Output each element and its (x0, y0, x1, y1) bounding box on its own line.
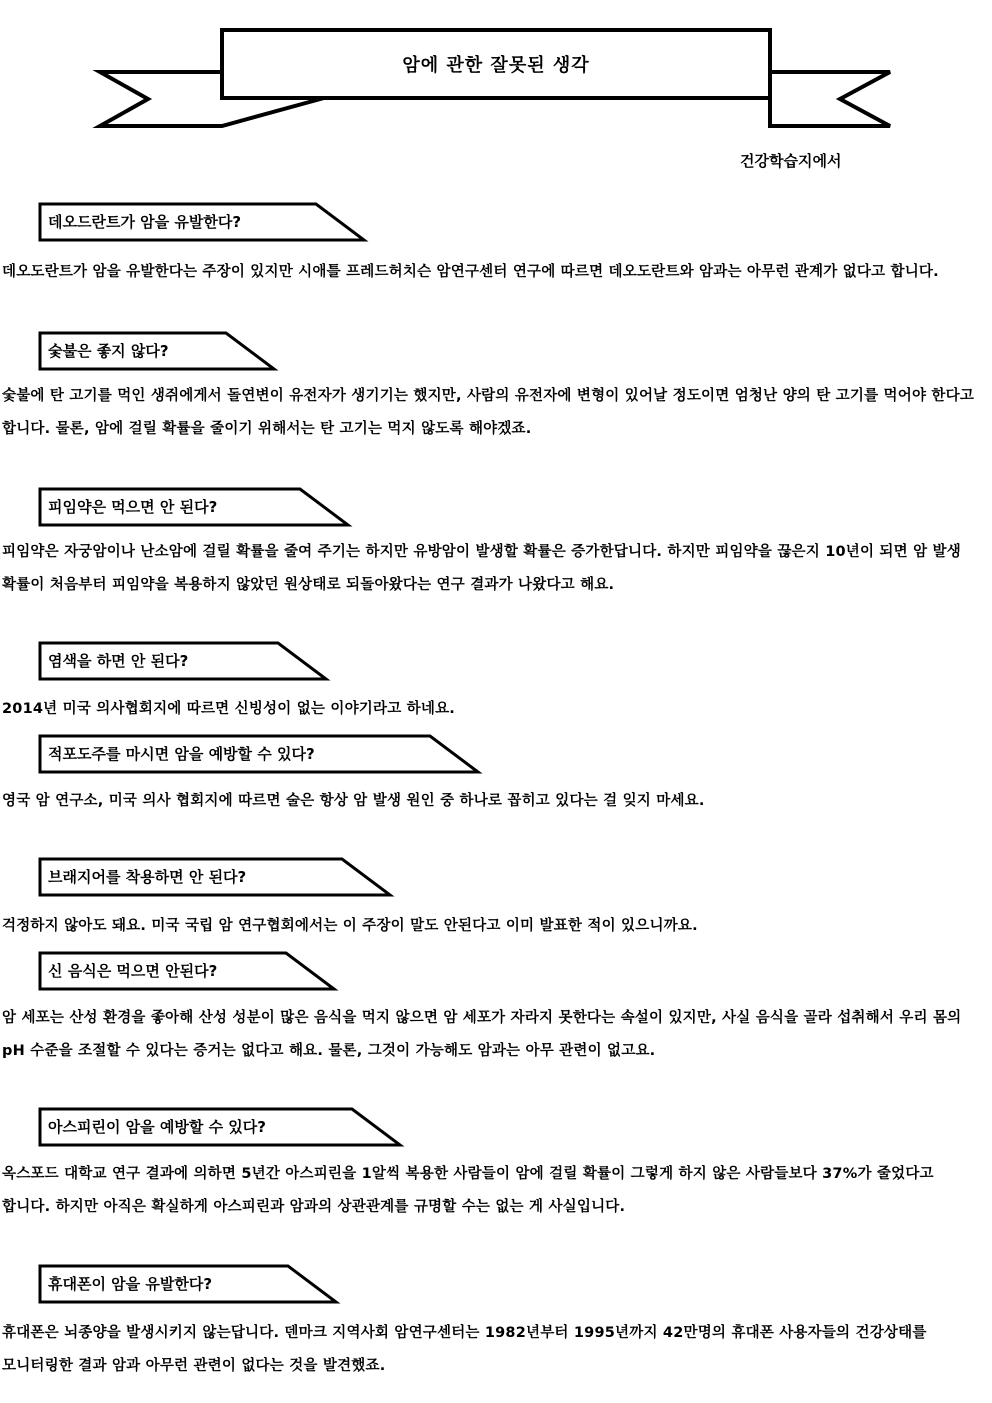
section-heading-text: 숯불은 좋지 않다? (48, 342, 169, 360)
section-body: 옥스포드 대학교 연구 결과에 의하면 5년간 아스피린을 1알씩 복용한 사람들이 암에 걸릴 확률이 그렇게 하지 않은 사람들보다 37%가 줄었다고 합니다. 하지만 아직은 확실하게 아스피린과 암과의 상관관계를 규명할 수는 없는 게 사실입니다. (2, 1166, 934, 1215)
section-heading-text: 신 음식은 먹으면 안된다? (48, 962, 218, 980)
section-body: 걱정하지 않아도 돼요. 미국 국립 암 연구협회에서는 이 주장이 말도 안된다고 이미 발표한 적이 있으니까요. (2, 918, 698, 934)
section-body: 데오도란트가 암을 유발한다는 주장이 있지만 시애틀 프레드허치슨 암연구센터 연구에 따르면 데오도란트와 암과는 아무런 관계가 없다고 합니다. (2, 264, 939, 280)
section-heading-text: 아스피린이 암을 예방할 수 있다? (48, 1118, 266, 1136)
section-body: 영국 암 연구소, 미국 의사 협회지에 따르면 술은 항상 암 발생 원인 중 하나로 꼽히고 있다는 걸 잊지 마세요. (2, 793, 705, 809)
section-heading-text: 데오드란트가 암을 유발한다? (48, 213, 242, 231)
page-title: 암에 관한 잘못된 생각 (402, 55, 590, 76)
section-body: 숯불에 탄 고기를 먹인 생쥐에게서 돌연변이 유전자가 생기기는 했지만, 사람의 유전자에 변형이 있어날 정도이면 엄청난 양의 탄 고기를 먹어야 한다고 합니다. 물론, 암에 걸릴 확률을 줄이기 위해서는 탄 고기는 먹지 않도록 해야겠죠. (2, 388, 975, 437)
section-heading-text: 피임약은 먹으면 안 된다? (48, 498, 218, 516)
section-body: 피임약은 자궁암이나 난소암에 걸릴 확률을 줄여 주기는 하지만 유방암이 발생할 확률은 증가한답니다. 하지만 피임약을 끊은지 10년이 되면 암 발생 확률이 처음부터 피임약을 복용하지 않았던 원상태로 되돌아왔다는 연구 결과가 나왔다고 해요. (2, 544, 961, 593)
section-heading-text: 염색을 하면 안 된다? (48, 652, 189, 670)
section-heading-text: 브래지어를 착용하면 안 된다? (48, 868, 247, 886)
section-heading-text: 휴대폰이 암을 유발한다? (48, 1275, 213, 1293)
section-body: 휴대폰은 뇌종양을 발생시키지 않는답니다. 덴마크 지역사회 암연구센터는 1982년부터 1995년까지 42만명의 휴대폰 사용자들의 건강상태를 모니터링한 결과 암과 아무런 관련이 없다는 것을 발견했죠. (2, 1325, 927, 1374)
source-credit: 건강학습지에서 (740, 152, 842, 170)
section-heading-text: 적포도주를 마시면 암을 예방할 수 있다? (48, 745, 315, 763)
section-body: 2014년 미국 의사협회지에 따르면 신빙성이 없는 이야기라고 하네요. (2, 701, 455, 717)
section-body: 암 세포는 산성 환경을 좋아해 산성 성분이 많은 음식을 먹지 않으면 암 세포가 자라지 못한다는 속설이 있지만, 사실 음식을 골라 섭취해서 우리 몸의 pH 수준을 조절할 수 있다는 증거는 없다고 해요. 물론, 그것이 가능해도 암과는 아무 관련이 없고요. (2, 1010, 962, 1059)
